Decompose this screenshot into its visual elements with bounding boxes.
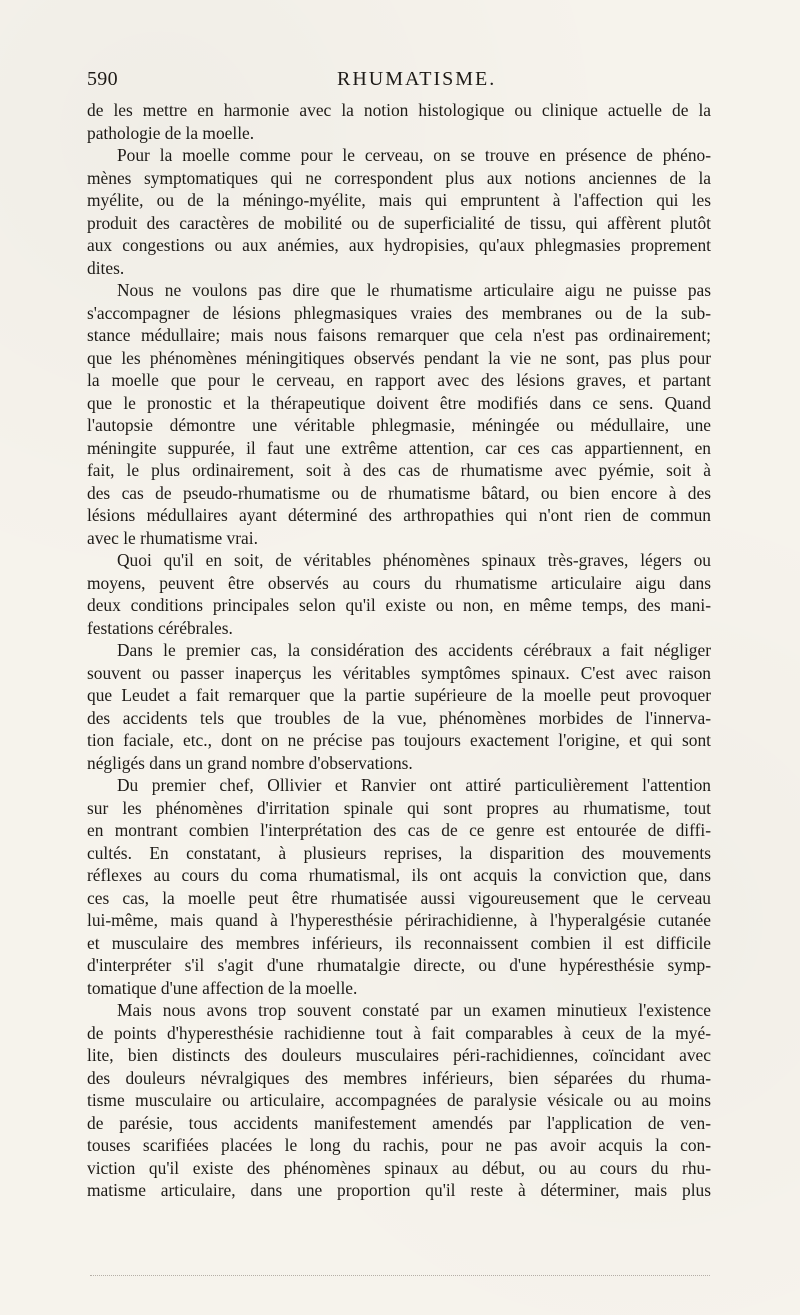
text-line: pathologie de la moelle. <box>87 122 255 143</box>
text-line: tisme musculaire ou articulaire, accompagnées de paralysie vésicale ou au moins <box>87 1090 711 1110</box>
text-line: que les phénomènes méningitiques observés pendant la vie ne sont, pas plus pour <box>87 347 711 368</box>
text-line: lui-même, mais quand à l'hyperesthésie périrachidienne, à l'hyperalgésie cutanée <box>87 910 711 930</box>
text-line: festations cérébrales. <box>87 617 233 638</box>
text-line: la moelle que pour le cerveau, en rapport avec des lésions graves, et partant <box>87 370 711 390</box>
text-line: de parésie, tous accidents manifestement amendés par l'application de ven- <box>87 1112 711 1133</box>
text-line: lite, bien distincts des douleurs musculaires péri-rachidiennes, coïncidant avec <box>87 1045 711 1065</box>
text-line: stance médullaire; mais nous faisons remarquer que cela n'est pas ordinairement; <box>87 325 711 345</box>
text-line: négligés dans un grand nombre d'observations. <box>87 752 413 773</box>
text-line: tomatique d'une affection de la moelle. <box>87 977 358 998</box>
text-line: l'autopsie démontre une véritable phlegmasie, méningée ou médullaire, une <box>87 415 711 435</box>
text-line: des cas de pseudo-rhumatisme ou de rhumatisme bâtard, ou bien encore à des <box>87 482 711 503</box>
text-line: deux conditions principales selon qu'il existe ou non, en même temps, des mani- <box>87 595 711 615</box>
page-header <box>87 68 722 96</box>
text-line: et musculaire des membres inférieurs, ils reconnaissent combien il est difficile <box>87 932 711 953</box>
text-line: sur les phénomènes d'irritation spinale qui sont propres au rhumatisme, tout <box>87 797 711 818</box>
text-line: souvent ou passer inaperçus les véritables symptômes spinaux. C'est avec raison <box>87 662 711 683</box>
text-line: de points d'hyperesthésie rachidienne tout à fait comparables à ceux de la myé- <box>87 1022 711 1043</box>
text-line: d'interpréter s'il s'agit d'une rhumatalgie directe, ou d'une hypéresthésie symp- <box>87 955 711 975</box>
text-line: matisme articulaire, dans une proportion qu'il reste à déterminer, mais plus <box>87 1180 711 1200</box>
text-line: Nous ne voulons pas dire que le rhumatisme articulaire aigu ne puisse pas <box>117 280 711 300</box>
text-line: cultés. En constatant, à plusieurs reprises, la disparition des mouvements <box>87 842 711 863</box>
text-line: que Leudet a fait remarquer que la partie supérieure de la moelle peut provoquer <box>87 685 711 705</box>
text-line: Du premier chef, Ollivier et Ranvier ont attiré particulièrement l'attention <box>117 775 711 795</box>
running-title: RHUMATISME. <box>337 68 497 90</box>
text-line: Quoi qu'il en soit, de véritables phénomènes spinaux très-graves, légers ou <box>117 550 711 570</box>
text-line: Dans le premier cas, la considération des accidents cérébraux a fait négliger <box>117 640 711 660</box>
text-line: viction qu'il existe des phénomènes spinaux au début, ou au cours du rhu- <box>87 1157 711 1178</box>
page-number: 590 <box>87 68 118 90</box>
text-line: produit des caractères de mobilité ou de superficialité de tissu, qui affèrent plutôt <box>87 212 711 233</box>
text-line: myélite, ou de la méningo-myélite, mais qui empruntent à l'affection qui les <box>87 190 711 210</box>
text-line: méningite suppurée, il faut une extrême attention, car ces cas appartiennent, en <box>87 437 711 458</box>
text-line: des accidents tels que troubles de la vue, phénomènes morbides de l'innerva- <box>87 707 711 728</box>
body-text <box>87 99 711 1202</box>
text-line: réflexes au cours du coma rhumatismal, ils ont acquis la conviction que, dans <box>87 865 711 885</box>
text-line: que le pronostic et la thérapeutique doivent être modifiés dans ce sens. Quand <box>87 392 711 413</box>
text-line: dites. <box>87 257 125 278</box>
text-line: ces cas, la moelle peut être rhumatisée aussi vigoureusement que le cerveau <box>87 887 711 908</box>
text-line: Pour la moelle comme pour le cerveau, on se trouve en présence de phéno- <box>117 145 711 165</box>
text-line: moyens, peuvent être observés au cours du rhumatisme articulaire aigu dans <box>87 572 711 593</box>
text-line: de les mettre en harmonie avec la notion histologique ou clinique actuelle de la <box>87 100 711 120</box>
text-line: tion faciale, etc., dont on ne précise pas toujours exactement l'origine, et qui sont <box>87 730 711 750</box>
text-line: aux congestions ou aux anémies, aux hydropisies, qu'aux phlegmasies proprement <box>87 235 711 255</box>
text-line: des douleurs névralgiques des membres inférieurs, bien séparées du rhuma- <box>87 1067 711 1088</box>
text-line: lésions médullaires ayant déterminé des arthropathies qui n'ont rien de commun <box>87 505 711 525</box>
page-bottom-rule <box>90 1275 710 1276</box>
text-line: s'accompagner de lésions phlegmasiques vraies des membranes ou de la sub- <box>87 302 711 323</box>
text-line: avec le rhumatisme vrai. <box>87 527 258 548</box>
text-line: Mais nous avons trop souvent constaté par un examen minutieux l'existence <box>117 1000 711 1020</box>
text-line: touses scarifiées placées le long du rachis, pour ne pas avoir acquis la con- <box>87 1135 711 1155</box>
text-line: mènes symptomatiques qui ne correspondent plus aux notions anciennes de la <box>87 167 711 188</box>
text-line: fait, le plus ordinairement, soit à des cas de rhumatisme avec pyémie, soit à <box>87 460 711 480</box>
text-line: en montrant combien l'interprétation des cas de ce genre est entourée de diffi- <box>87 820 711 840</box>
